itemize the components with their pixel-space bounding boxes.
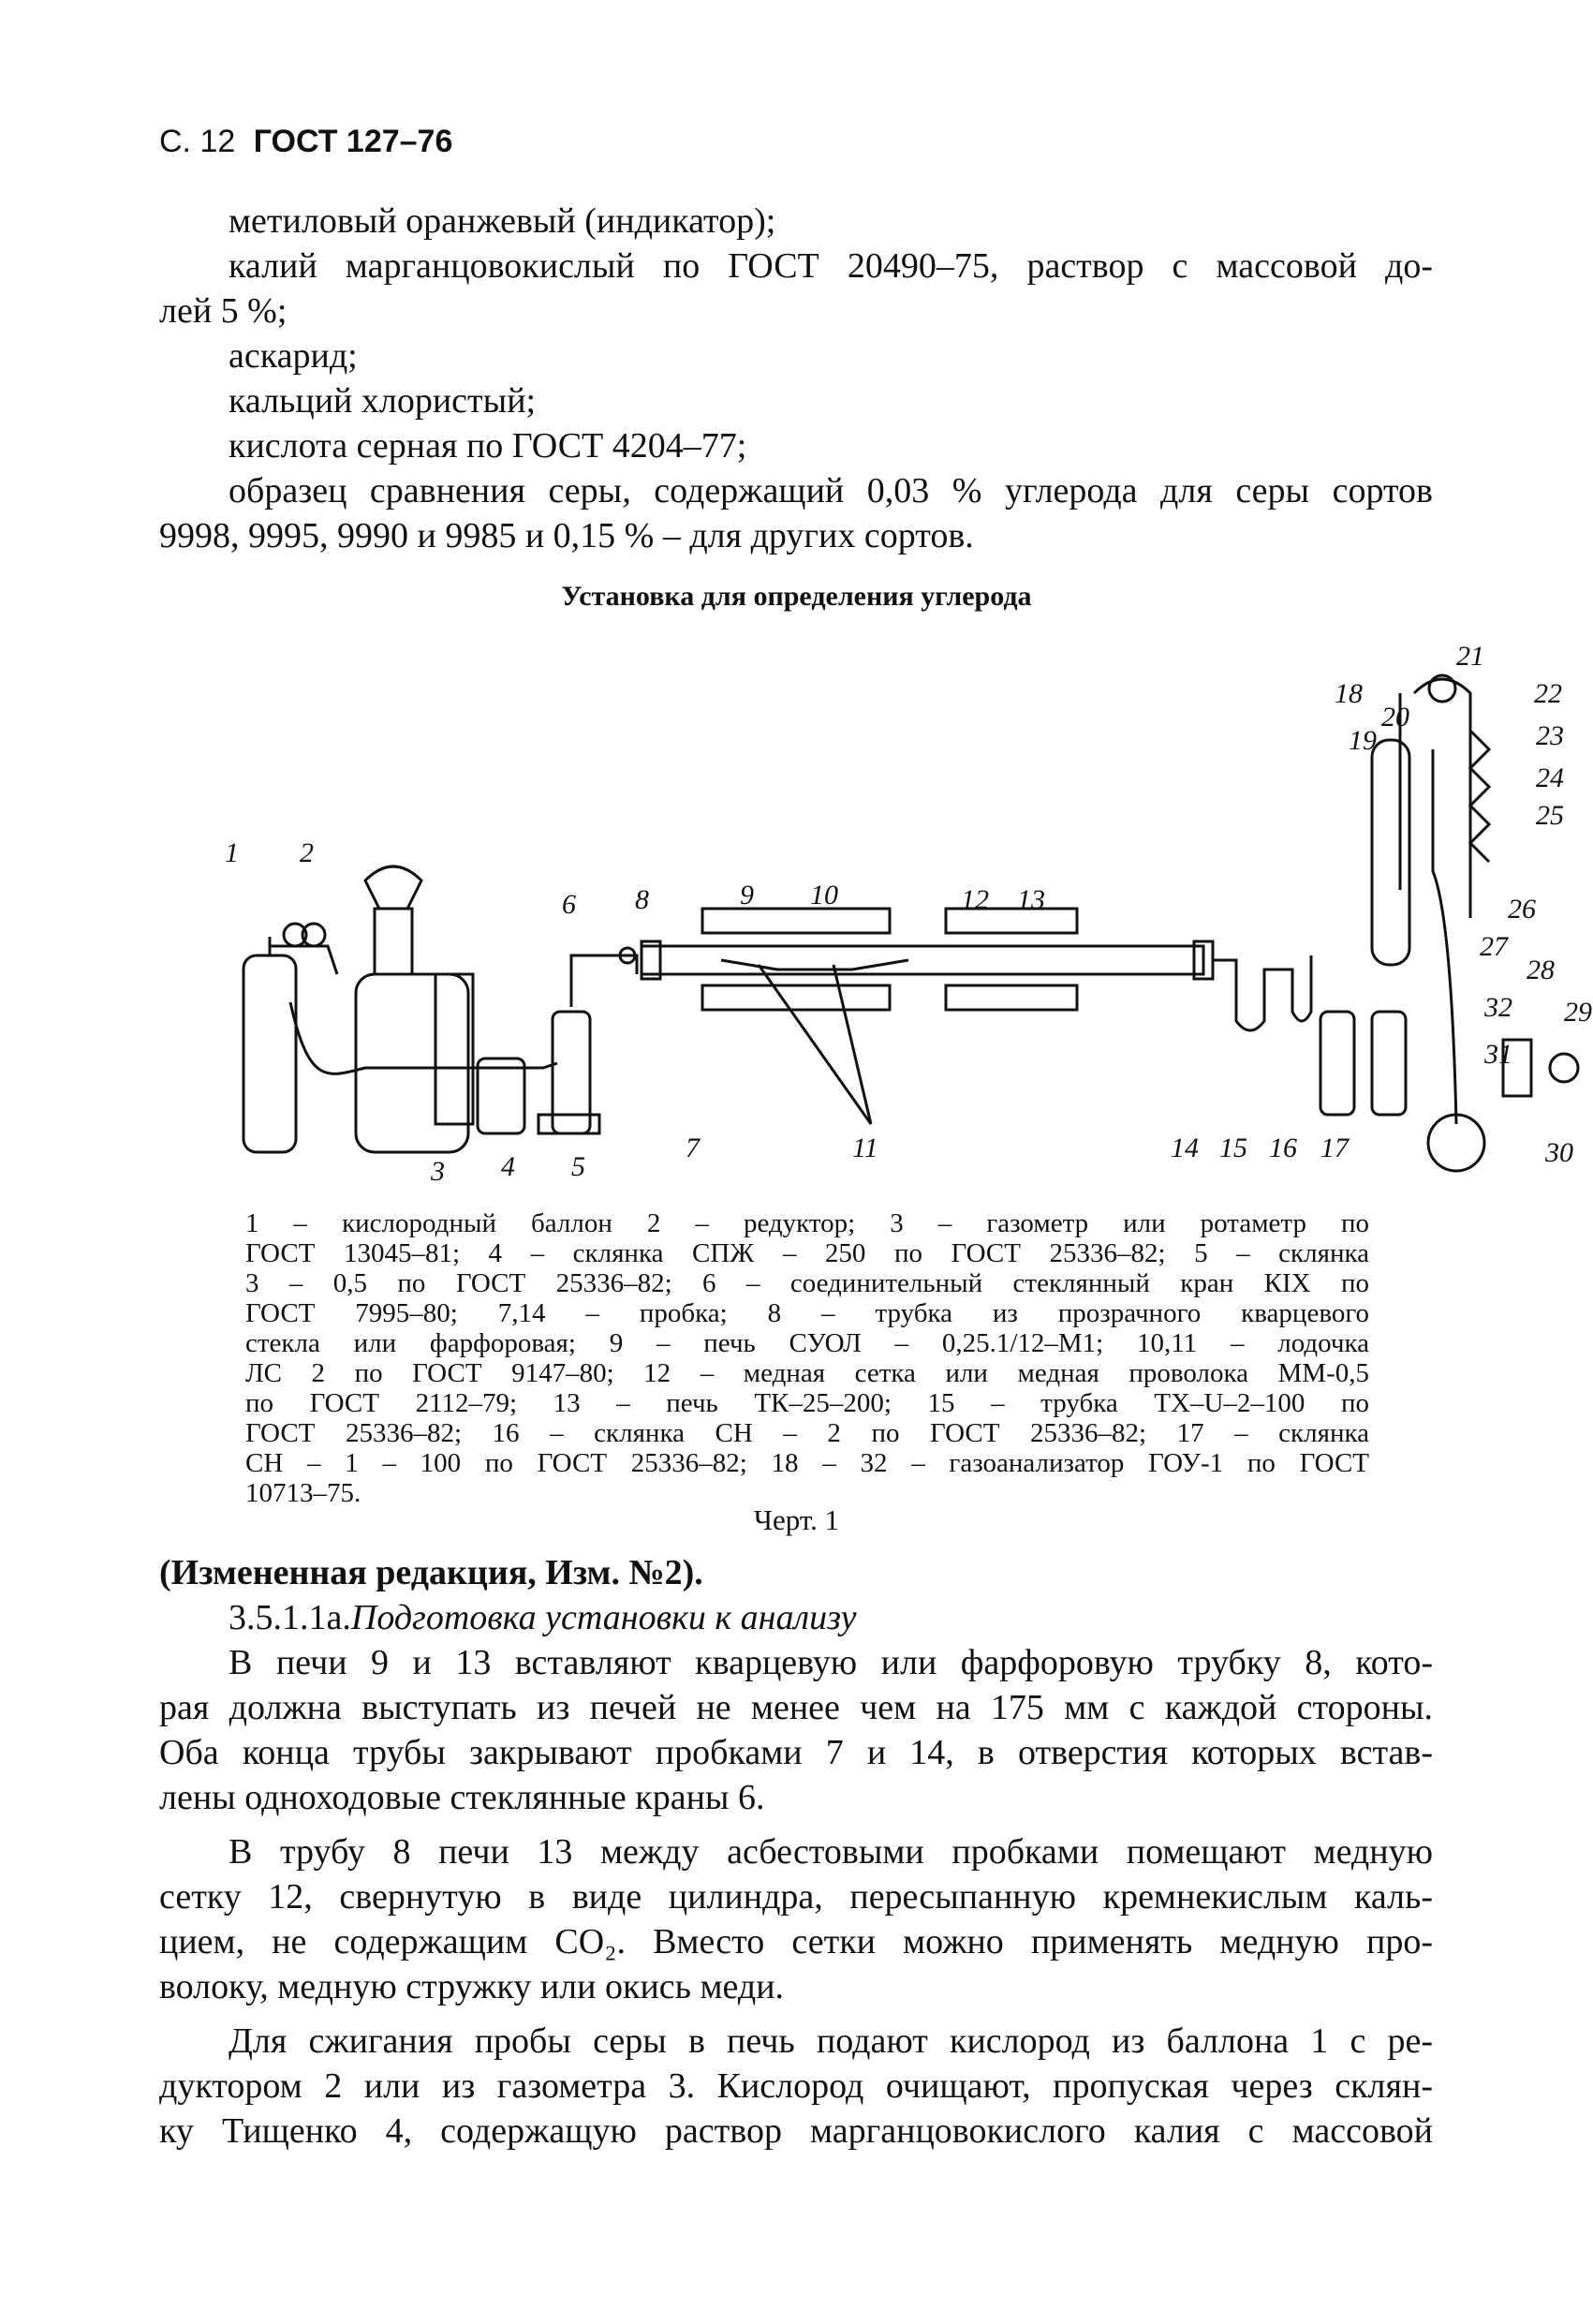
figure-label: 12 [961,884,989,915]
caption-line: ГОСТ 13045–81; 4 – склянка СПЖ – 250 по ГОСТ 25336–82; 5 – склянка [245,1238,1369,1268]
figure-label: 8 [635,884,649,915]
reagent-list [159,199,1433,558]
figure-label: 3 [431,1156,445,1187]
list-item: лей 5 %; [159,291,288,331]
figure-label: 15 [1219,1132,1247,1163]
caption-line: 10713–75. [245,1478,361,1508]
paragraph-line: В трубу 8 печи 13 между асбестовыми пробками помещают медную [229,1832,1433,1872]
figure-label: 10 [810,880,838,910]
figure-label: 25 [1536,800,1564,831]
figure-label: 4 [501,1151,515,1182]
figure-label: 9 [740,880,754,910]
caption-line: стекла или фарфоровая; 9 – печь СУОЛ – 0,25.1/12–М1; 10,11 – лодочка [245,1328,1369,1358]
figure-label: 30 [1545,1137,1573,1168]
list-item: аскарид; [229,336,358,376]
figure-label: 16 [1269,1132,1297,1163]
figure-label: 1 [225,837,239,868]
body-text [159,1550,1433,2154]
list-item: 9998, 9995, 9990 и 9985 и 0,15 % – для других сортов. [159,516,974,555]
paragraph-line: дуктором 2 или из газометра 3. Кислород очищают, пропуская через склян- [159,2066,1433,2106]
list-item: калий марганцовокислый по ГОСТ 20490–75, раствор с массовой до- [229,246,1433,286]
paragraph-line: В печи 9 и 13 вставляют кварцевую или фарфоровую трубку 8, кото- [229,1643,1433,1682]
caption-line: 1 – кислородный баллон 2 – редуктор; 3 – газометр или ротаметр по [245,1208,1369,1238]
paragraph-line: лены одноходовые стеклянные краны 6. [159,1778,765,1817]
figure-label: 7 [686,1132,700,1163]
caption-line: по ГОСТ 2112–79; 13 – печь ТК–25–200; 15 – трубка ТХ–U–2–100 по [245,1388,1369,1418]
figure-label: 22 [1534,678,1562,709]
caption-line: СН – 1 – 100 по ГОСТ 25336–82; 18 – 32 – газоанализатор ГОУ-1 по ГОСТ [245,1448,1369,1478]
figure-label: 24 [1536,762,1564,793]
apparatus-drawing [197,637,1592,1187]
list-item: образец сравнения серы, содержащий 0,03 % углерода для серы сортов [229,471,1433,511]
figure-label: 23 [1536,720,1564,751]
apparatus-diagram [197,637,1592,1187]
paragraph-line: волоку, медную стружку или окись меди. [159,1967,785,2006]
paragraph-line: цием, не содержащим CO₂. Вместо сетки можно применять медную про- [159,1922,1433,1961]
figure-label: 32 [1484,992,1512,1023]
caption-line: ЛС 2 по ГОСТ 9147–80; 12 – медная сетка или медная проволока ММ-0,5 [245,1358,1369,1388]
figure-label: 28 [1527,955,1555,985]
paragraph-line: сетку 12, свернутую в виде цилиндра, пересыпанную кремнекислым каль- [159,1877,1433,1917]
figure-label: 13 [1017,884,1045,915]
figure-label: 5 [571,1151,585,1182]
figure-label: 6 [562,889,576,920]
figure-caption [245,1208,1369,1508]
page-header [159,124,452,160]
paragraph-line: ку Тищенко 4, содержащую раствор марганцовокислого калия с массовой [159,2111,1433,2151]
paragraph-line: рая должна выступать из печей не менее чем на 175 мм с каждой стороны. [159,1688,1433,1727]
figure-label: 31 [1484,1039,1512,1070]
figure-label: 26 [1508,894,1536,925]
list-item: кальций хлористый; [229,381,537,421]
caption-line: ГОСТ 7995–80; 7,14 – пробка; 8 – трубка из прозрачного кварцевого [245,1298,1369,1328]
section-number: 3.5.1.1а. [229,1598,351,1637]
figure-label: 29 [1564,997,1592,1028]
figure-label: 21 [1456,641,1484,672]
section-title: Подготовка установки к анализу [350,1598,857,1637]
caption-line: ГОСТ 25336–82; 16 – склянка СН – 2 по ГОСТ 25336–82; 17 – склянка [245,1418,1369,1448]
list-item: кислота серная по ГОСТ 4204–77; [229,426,747,466]
figure-label: 11 [852,1132,878,1163]
figure-label: 18 [1335,678,1363,709]
figure-label: 27 [1480,931,1508,962]
standard-number: ГОСТ 127–76 [253,124,453,159]
paragraph-line: Оба конца трубы закрывают пробками 7 и 14, в отверстия которых встав- [159,1733,1433,1772]
caption-line: 3 – 0,5 по ГОСТ 25336–82; 6 – соединительный стеклянный кран КIХ по [245,1268,1369,1298]
figure-label: 17 [1320,1132,1349,1163]
figure-number: Черт. 1 [753,1503,840,1536]
figure-label: 19 [1349,725,1377,756]
figure-label: 2 [300,837,314,868]
amendment-note: (Измененная редакция, Изм. №2). [159,1553,703,1592]
section-heading [159,1595,1433,1640]
figure-label: 14 [1171,1132,1199,1163]
page-number: С. 12 [159,124,236,159]
list-item: метиловый оранжевый (индикатор); [229,201,776,241]
paragraph-line: Для сжигания пробы серы в печь подают кислород из баллона 1 с ре- [229,2021,1433,2061]
figure-title: Установка для определения углерода [561,581,1032,612]
figure-label: 20 [1381,702,1409,733]
